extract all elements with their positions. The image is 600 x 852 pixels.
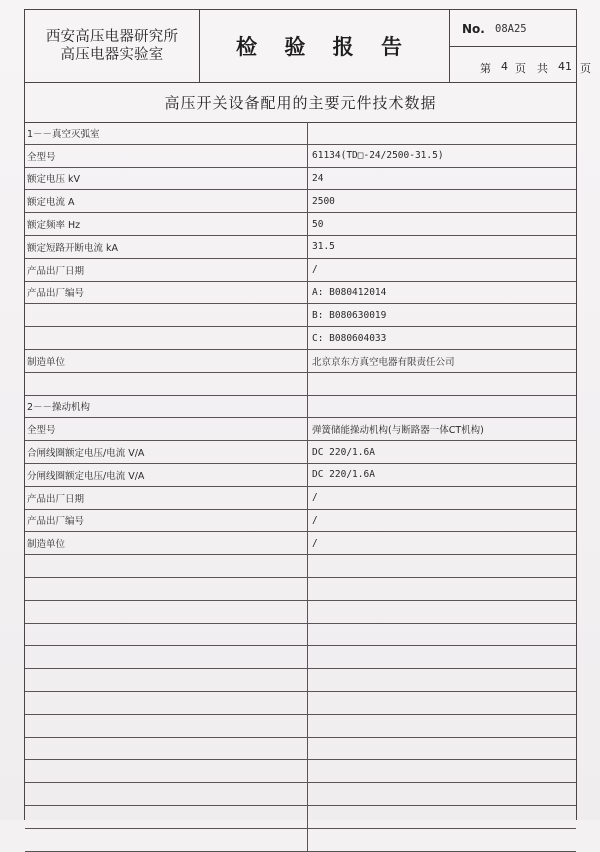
table-row	[25, 373, 576, 396]
report-header	[25, 10, 591, 83]
page-counter	[449, 46, 591, 82]
row-value: B: B080630019	[307, 304, 576, 326]
row-value: 24	[307, 168, 576, 190]
table-row	[25, 327, 576, 350]
row-label	[25, 555, 307, 577]
table-row	[25, 806, 576, 829]
row-label: 产品出厂日期	[27, 493, 85, 505]
row-value: 北京京东方真空电器有限责任公司	[307, 350, 576, 372]
row-value	[307, 692, 576, 714]
page-unit: 页	[515, 62, 526, 75]
report-title-block	[199, 10, 450, 82]
row-value	[307, 122, 576, 144]
row-label	[25, 373, 307, 395]
table-row	[25, 692, 576, 715]
table-row	[25, 350, 576, 373]
row-value: 31.5	[307, 236, 576, 258]
row-label: 分闸线圈额定电压/电流 V/A	[27, 470, 145, 482]
row-label: 额定频率 Hz	[27, 220, 81, 232]
row-value: /	[307, 532, 576, 554]
row-value: /	[307, 487, 576, 509]
report-title: 检 验 报 告	[236, 35, 412, 59]
table-row	[25, 829, 576, 852]
table-row	[25, 145, 576, 168]
table-row	[25, 168, 576, 191]
table-row	[25, 213, 576, 236]
row-label	[25, 624, 307, 646]
row-label: 1－－真空灭弧室	[27, 128, 100, 140]
laboratory-name: 高压电器实验室	[60, 47, 164, 63]
table-row	[25, 190, 576, 213]
table-row	[25, 738, 576, 761]
row-label	[25, 738, 307, 760]
row-value	[307, 578, 576, 600]
institution-block	[25, 10, 200, 82]
row-value	[307, 806, 576, 828]
row-label: 制造单位	[27, 356, 66, 368]
page-current: 4	[501, 60, 508, 73]
table-row	[25, 510, 576, 533]
table-row	[25, 601, 576, 624]
row-label: 2－－操动机构	[27, 402, 91, 414]
row-label	[25, 829, 307, 851]
row-value	[307, 624, 576, 646]
row-value	[307, 783, 576, 805]
row-label: 全型号	[27, 425, 56, 437]
table-row	[25, 464, 576, 487]
row-value: 2500	[307, 190, 576, 212]
table-row	[25, 760, 576, 783]
row-value	[307, 829, 576, 851]
row-label	[25, 646, 307, 668]
row-label	[25, 760, 307, 782]
table-row	[25, 122, 576, 145]
table-row	[25, 669, 576, 692]
row-label: 产品出厂编号	[27, 288, 85, 300]
report-number-label: No.	[462, 22, 485, 36]
table-row	[25, 236, 576, 259]
row-label: 额定电流 A	[27, 197, 75, 209]
table-row	[25, 578, 576, 601]
row-value	[307, 646, 576, 668]
table-row	[25, 646, 576, 669]
table-row	[25, 304, 576, 327]
row-value	[307, 715, 576, 737]
component-data-table	[25, 122, 576, 852]
page-total: 41	[558, 60, 572, 73]
row-value: /	[307, 510, 576, 532]
row-label: 额定电压 kV	[27, 174, 81, 186]
row-label	[25, 304, 307, 326]
row-value	[307, 760, 576, 782]
row-label: 产品出厂编号	[27, 516, 85, 528]
report-meta-block	[449, 10, 591, 82]
row-value	[307, 738, 576, 760]
table-title-row	[25, 82, 576, 123]
row-label	[25, 806, 307, 828]
row-label	[25, 692, 307, 714]
row-label: 全型号	[27, 151, 56, 163]
row-value	[307, 373, 576, 395]
row-label	[25, 578, 307, 600]
row-label: 制造单位	[27, 539, 66, 551]
row-value: 61134(TD□-24/2500-31.5)	[307, 145, 576, 167]
row-value	[307, 555, 576, 577]
table-row	[25, 259, 576, 282]
table-row	[25, 282, 576, 305]
report-frame	[24, 9, 591, 820]
row-value	[307, 601, 576, 623]
row-value: 弹簧储能操动机构(与断路器一体CT机构)	[307, 418, 576, 440]
report-number-cell	[449, 10, 576, 47]
table-row	[25, 396, 576, 419]
row-label	[25, 715, 307, 737]
table-row	[25, 532, 576, 555]
row-label	[25, 601, 307, 623]
row-value	[307, 396, 576, 418]
table-row	[25, 555, 576, 578]
table-row	[25, 624, 576, 647]
row-value: 50	[307, 213, 576, 235]
row-value: A: B080412014	[307, 282, 576, 304]
page-total-prefix: 共	[537, 62, 548, 75]
table-row	[25, 418, 576, 441]
table-title: 高压开关设备配用的主要元件技术数据	[164, 93, 437, 112]
table-row	[25, 783, 576, 806]
row-value: DC 220/1.6A	[307, 441, 576, 463]
row-label: 合闸线圈额定电压/电流 V/A	[27, 448, 145, 460]
table-row	[25, 441, 576, 464]
row-label: 额定短路开断电流 kA	[27, 242, 119, 254]
institution-name: 西安高压电器研究所	[45, 29, 179, 45]
row-label: 产品出厂日期	[27, 265, 85, 277]
row-value: DC 220/1.6A	[307, 464, 576, 486]
row-label	[25, 669, 307, 691]
table-row	[25, 487, 576, 510]
report-number-value: 08A25	[495, 23, 527, 35]
page-total-unit: 页	[580, 62, 591, 75]
row-value	[307, 669, 576, 691]
row-label	[25, 783, 307, 805]
table-row	[25, 715, 576, 738]
row-value: /	[307, 259, 576, 281]
row-label	[25, 327, 307, 349]
row-value: C: B080604033	[307, 327, 576, 349]
page-prefix: 第	[480, 62, 491, 75]
